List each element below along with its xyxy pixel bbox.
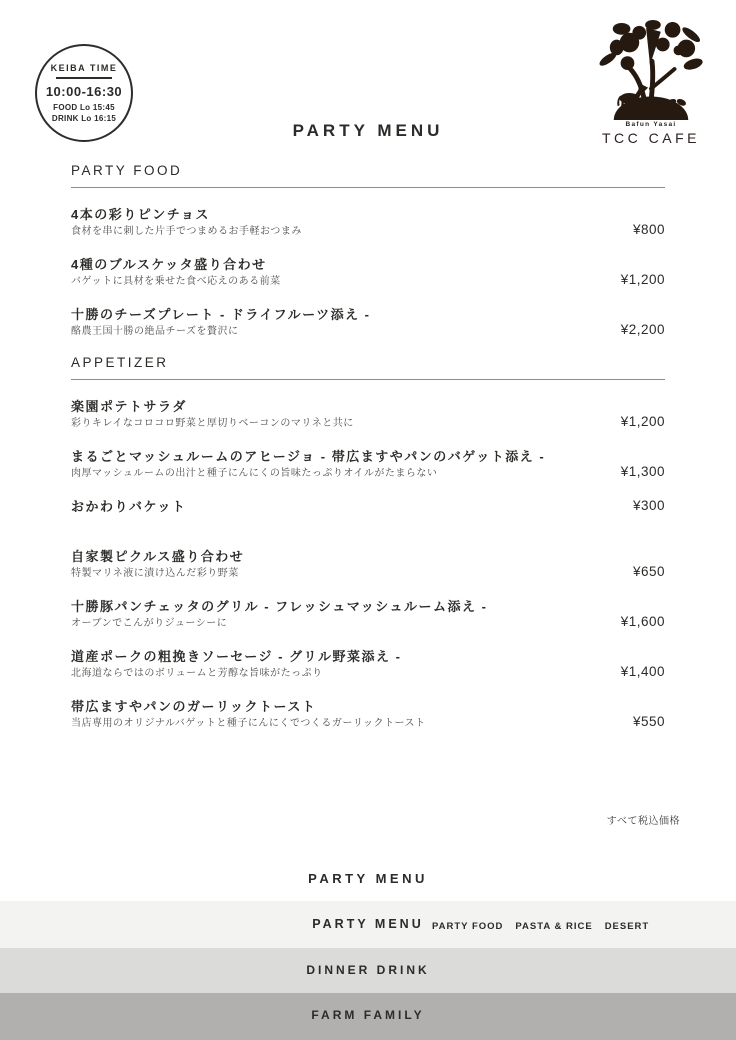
section-party-food [71, 163, 665, 340]
tax-included-note: すべて税込価格 [606, 816, 680, 827]
menu-item-name: 4種のブルスケッタ盛り合わせ [71, 257, 267, 272]
menu-item [71, 647, 665, 682]
menu-item [71, 547, 665, 582]
section-title: PARTY FOOD [71, 163, 665, 188]
menu-item [71, 205, 665, 240]
menu-item-name: 楽園ポテトサラダ [71, 399, 187, 414]
menu-item-name: 十勝のチーズプレート - ドライフルーツ添え - [71, 307, 371, 322]
menu-item-price: ¥1,600 [620, 614, 665, 629]
menu-item-name: 4本の彩りピンチョス [71, 207, 210, 222]
section-title: APPETIZER [71, 355, 665, 380]
menu-item-desc: 北海道ならではのボリュームと芳醇な旨味がたっぷり [71, 668, 323, 679]
logo-name: TCC CAFE [602, 130, 700, 146]
footer-party-menu-link[interactable]: PARTY MENU [312, 917, 424, 931]
vegetable-tree-horse-logo-icon [592, 20, 710, 120]
menu-item-price: ¥1,200 [620, 414, 665, 429]
footer-row-party-menu[interactable] [0, 901, 736, 948]
stamp-drink-last-order: DRINK Lo 16:15 [51, 113, 117, 123]
page-title: PARTY MENU [292, 121, 444, 140]
menu-item-desc [71, 516, 665, 532]
menu-item [71, 447, 665, 482]
menu-item-name: 自家製ピクルス盛り合わせ [71, 549, 245, 564]
menu-item-desc: 食材を串に刺した片手でつまめるお手軽おつまみ [71, 226, 302, 237]
menu-item-desc: 特製マリネ液に漬け込んだ彩り野菜 [71, 568, 239, 579]
menu-item-desc: 彩りキレイなコロコロ野菜と厚切りベーコンのマリネと共に [71, 418, 354, 429]
menu-item-name: 道産ポークの粗挽きソーセージ - グリル野菜添え - [71, 649, 402, 664]
footer-party-menu-sublinks [432, 921, 649, 932]
menu-item-price: ¥2,200 [620, 322, 665, 337]
menu-item-name: おかわりバケット [71, 499, 187, 514]
footer-sublink-party-food[interactable]: PARTY FOOD [432, 921, 504, 932]
footer-sublink-pasta-rice[interactable]: PASTA & RICE [515, 921, 593, 932]
footer-row-dinner-drink[interactable] [0, 948, 736, 993]
menu-item [71, 255, 665, 290]
footer-dinner-drink-link[interactable]: DINNER DRINK [306, 963, 430, 977]
footer-current-page-label[interactable]: PARTY MENU [308, 871, 428, 886]
menu-item-name: 十勝豚パンチェッタのグリル - フレッシュマッシュルーム添え - [71, 599, 488, 614]
menu-item-price: ¥300 [632, 498, 665, 513]
logo-subtitle: Bafun Yasai [625, 121, 677, 128]
section-appetizer [71, 355, 665, 732]
menu-item-name: 帯広ますやパンのガーリックトースト [71, 699, 317, 714]
menu-item-price: ¥550 [632, 714, 665, 729]
menu-item-desc: 酪農王国十勝の絶品チーズを贅沢に [71, 326, 239, 337]
menu-item-desc: オーブンでこんがりジューシーに [71, 618, 228, 629]
stamp-hours: 10:00-16:30 [45, 83, 123, 99]
menu-item-price: ¥1,200 [620, 272, 665, 287]
tcc-cafe-logo [590, 20, 712, 146]
footer-sublink-desert[interactable]: DESERT [604, 921, 650, 932]
menu-item-price: ¥800 [632, 222, 665, 237]
menu-item [71, 397, 665, 432]
menu-item [71, 497, 665, 532]
menu-item-price: ¥1,300 [620, 464, 665, 479]
stamp-title: KEIBA TIME [50, 62, 118, 73]
menu-item-price: ¥650 [632, 564, 665, 579]
footer-farm-family-link[interactable]: FARM FAMILY [311, 1008, 425, 1022]
footer-row-farm-family[interactable] [0, 993, 736, 1040]
menu-item-name: まるごとマッシュルームのアヒージョ - 帯広ますやパンのバゲット添え - [71, 449, 546, 464]
menu-item-desc: 肉厚マッシュルームの出汁と種子にんにくの旨味たっぷりオイルがたまらない [71, 468, 438, 479]
menu-item [71, 305, 665, 340]
menu-item [71, 697, 665, 732]
stamp-divider [56, 77, 112, 79]
stamp-food-last-order: FOOD Lo 15:45 [53, 102, 115, 112]
menu-item-desc: バゲットに具材を乗せた食べ応えのある前菜 [71, 276, 281, 287]
menu-item [71, 597, 665, 632]
menu-item-price: ¥1,400 [620, 664, 665, 679]
menu-body [71, 163, 665, 747]
menu-item-desc: 当店専用のオリジナルバゲットと種子にんにくでつくるガーリックトースト [71, 718, 426, 729]
